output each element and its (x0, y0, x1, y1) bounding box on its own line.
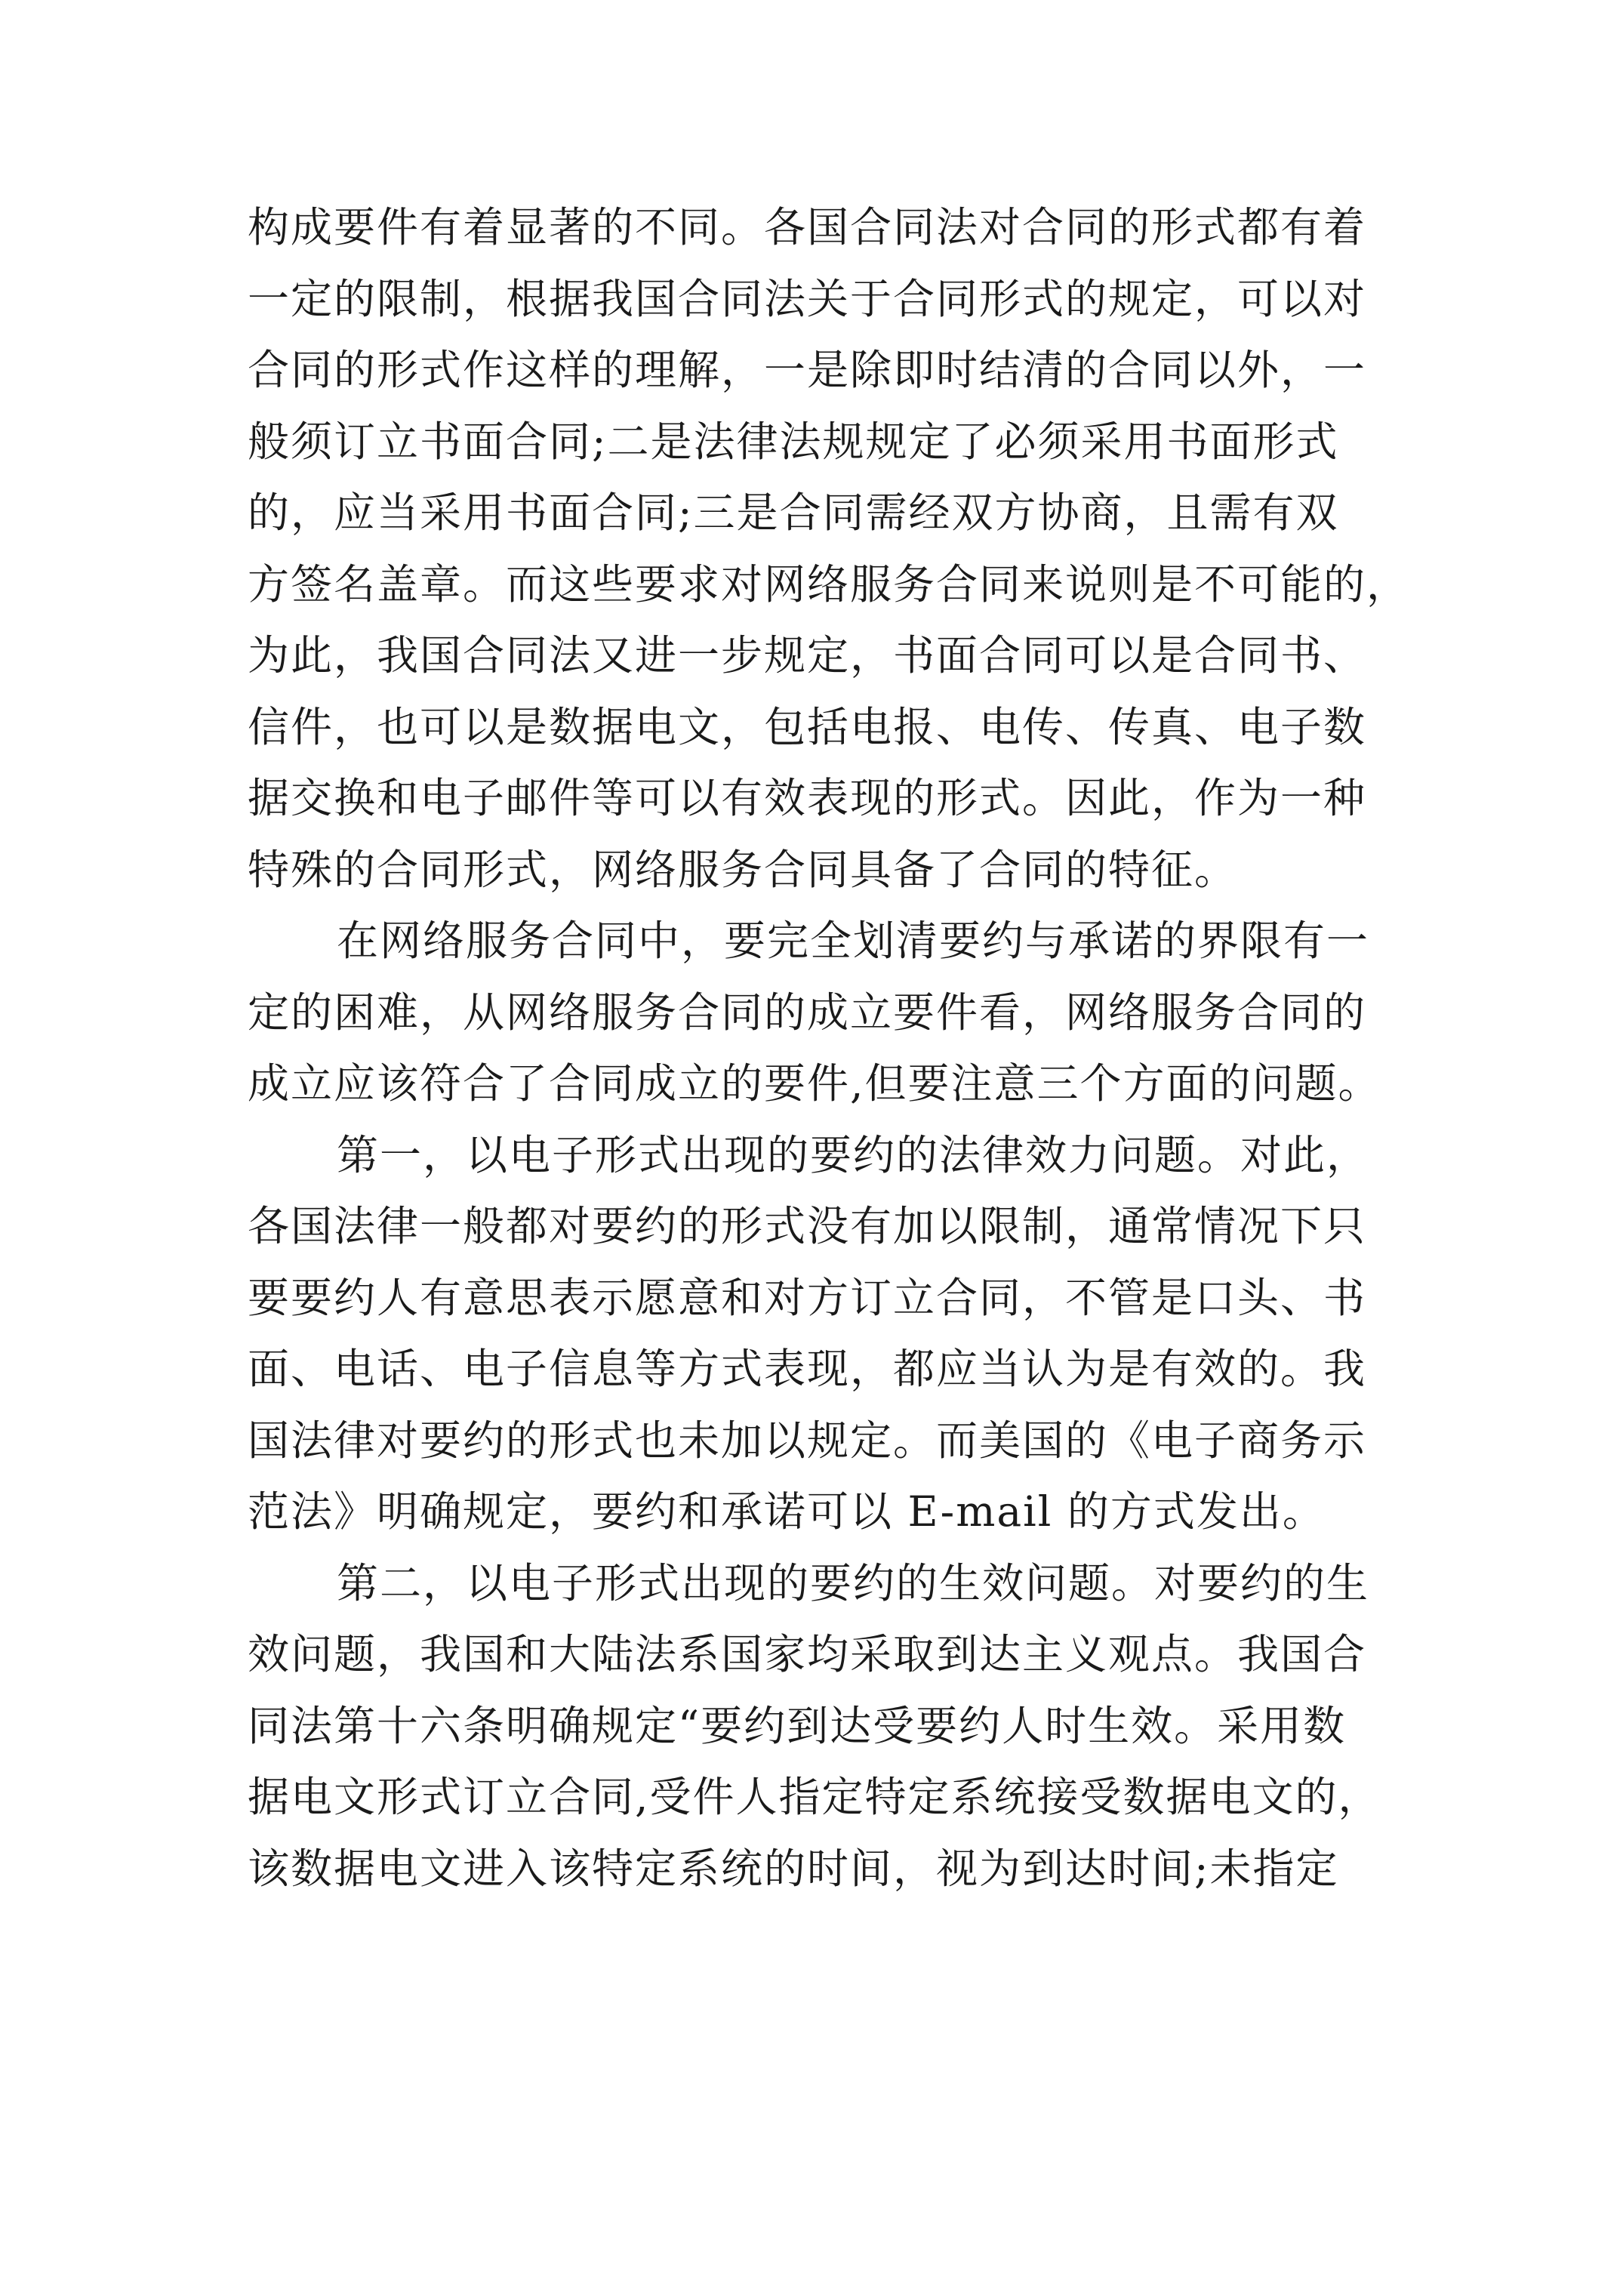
text-line: 国法律对要约的形式也未加以规定。而美国的《电子商务示 (248, 1416, 1367, 1465)
text-line: 要要约人有意思表示愿意和对方订立合同，不管是口头、书 (248, 1273, 1367, 1322)
text-line: 为此，我国合同法又进一步规定，书面合同可以是合同书、 (248, 631, 1367, 680)
text-line: 合同的形式作这样的理解，一是除即时结清的合同以外，一 (248, 346, 1367, 394)
text-line: 信件，也可以是数据电文，包括电报、电传、传真、电子数 (248, 702, 1367, 751)
text-line: 据交换和电子邮件等可以有效表现的形式。因此，作为一种 (248, 774, 1367, 822)
text-line: 般须订立书面合同;二是法律法规规定了必须采用书面形式 (248, 417, 1339, 466)
text-line: 效问题，我国和大陆法系国家均采取到达主义观点。我国合 (248, 1630, 1367, 1678)
text-line: 第一，以电子形式出现的要约的法律效力问题。对此， (337, 1130, 1370, 1179)
text-line: 在网络服务合同中，要完全划清要约与承诺的界限有一 (337, 917, 1370, 965)
text-line: 的，应当采用书面合同;三是合同需经双方协商，且需有双 (248, 488, 1339, 537)
text-line: 方签名盖章。而这些要求对网络服务合同来说则是不可能的， (248, 559, 1410, 609)
text-line: 特殊的合同形式，网络服务合同具备了合同的特征。 (248, 845, 1238, 894)
text-line: 同法第十六条明确规定“要约到达受要约人时生效。采用数 (248, 1701, 1347, 1750)
text-line: 构成要件有着显著的不同。各国合同法对合同的形式都有着 (248, 203, 1367, 251)
text-line: 面、电话、电子信息等方式表现，都应当认为是有效的。我 (248, 1345, 1367, 1393)
text-line: 范法》明确规定，要约和承诺可以 E-mail 的方式发出。 (248, 1487, 1326, 1536)
text-line: 定的困难，从网络服务合同的成立要件看，网络服务合同的 (248, 988, 1367, 1037)
text-line: 据电文形式订立合同,受件人指定特定系统接受数据电文的， (248, 1773, 1381, 1821)
text-line: 成立应该符合了合同成立的要件,但要注意三个方面的问题。 (248, 1059, 1381, 1108)
text-line: 第二，以电子形式出现的要约的生效问题。对要约的生 (337, 1558, 1370, 1607)
text-line: 该数据电文进入该特定系统的时间，视为到达时间;未指定 (248, 1844, 1339, 1893)
text-line: 一定的限制，根据我国合同法关于合同形式的规定，可以对 (248, 274, 1367, 323)
text-line: 各国法律一般都对要约的形式没有加以限制，通常情况下只 (248, 1202, 1367, 1250)
document-body (248, 192, 1410, 1904)
